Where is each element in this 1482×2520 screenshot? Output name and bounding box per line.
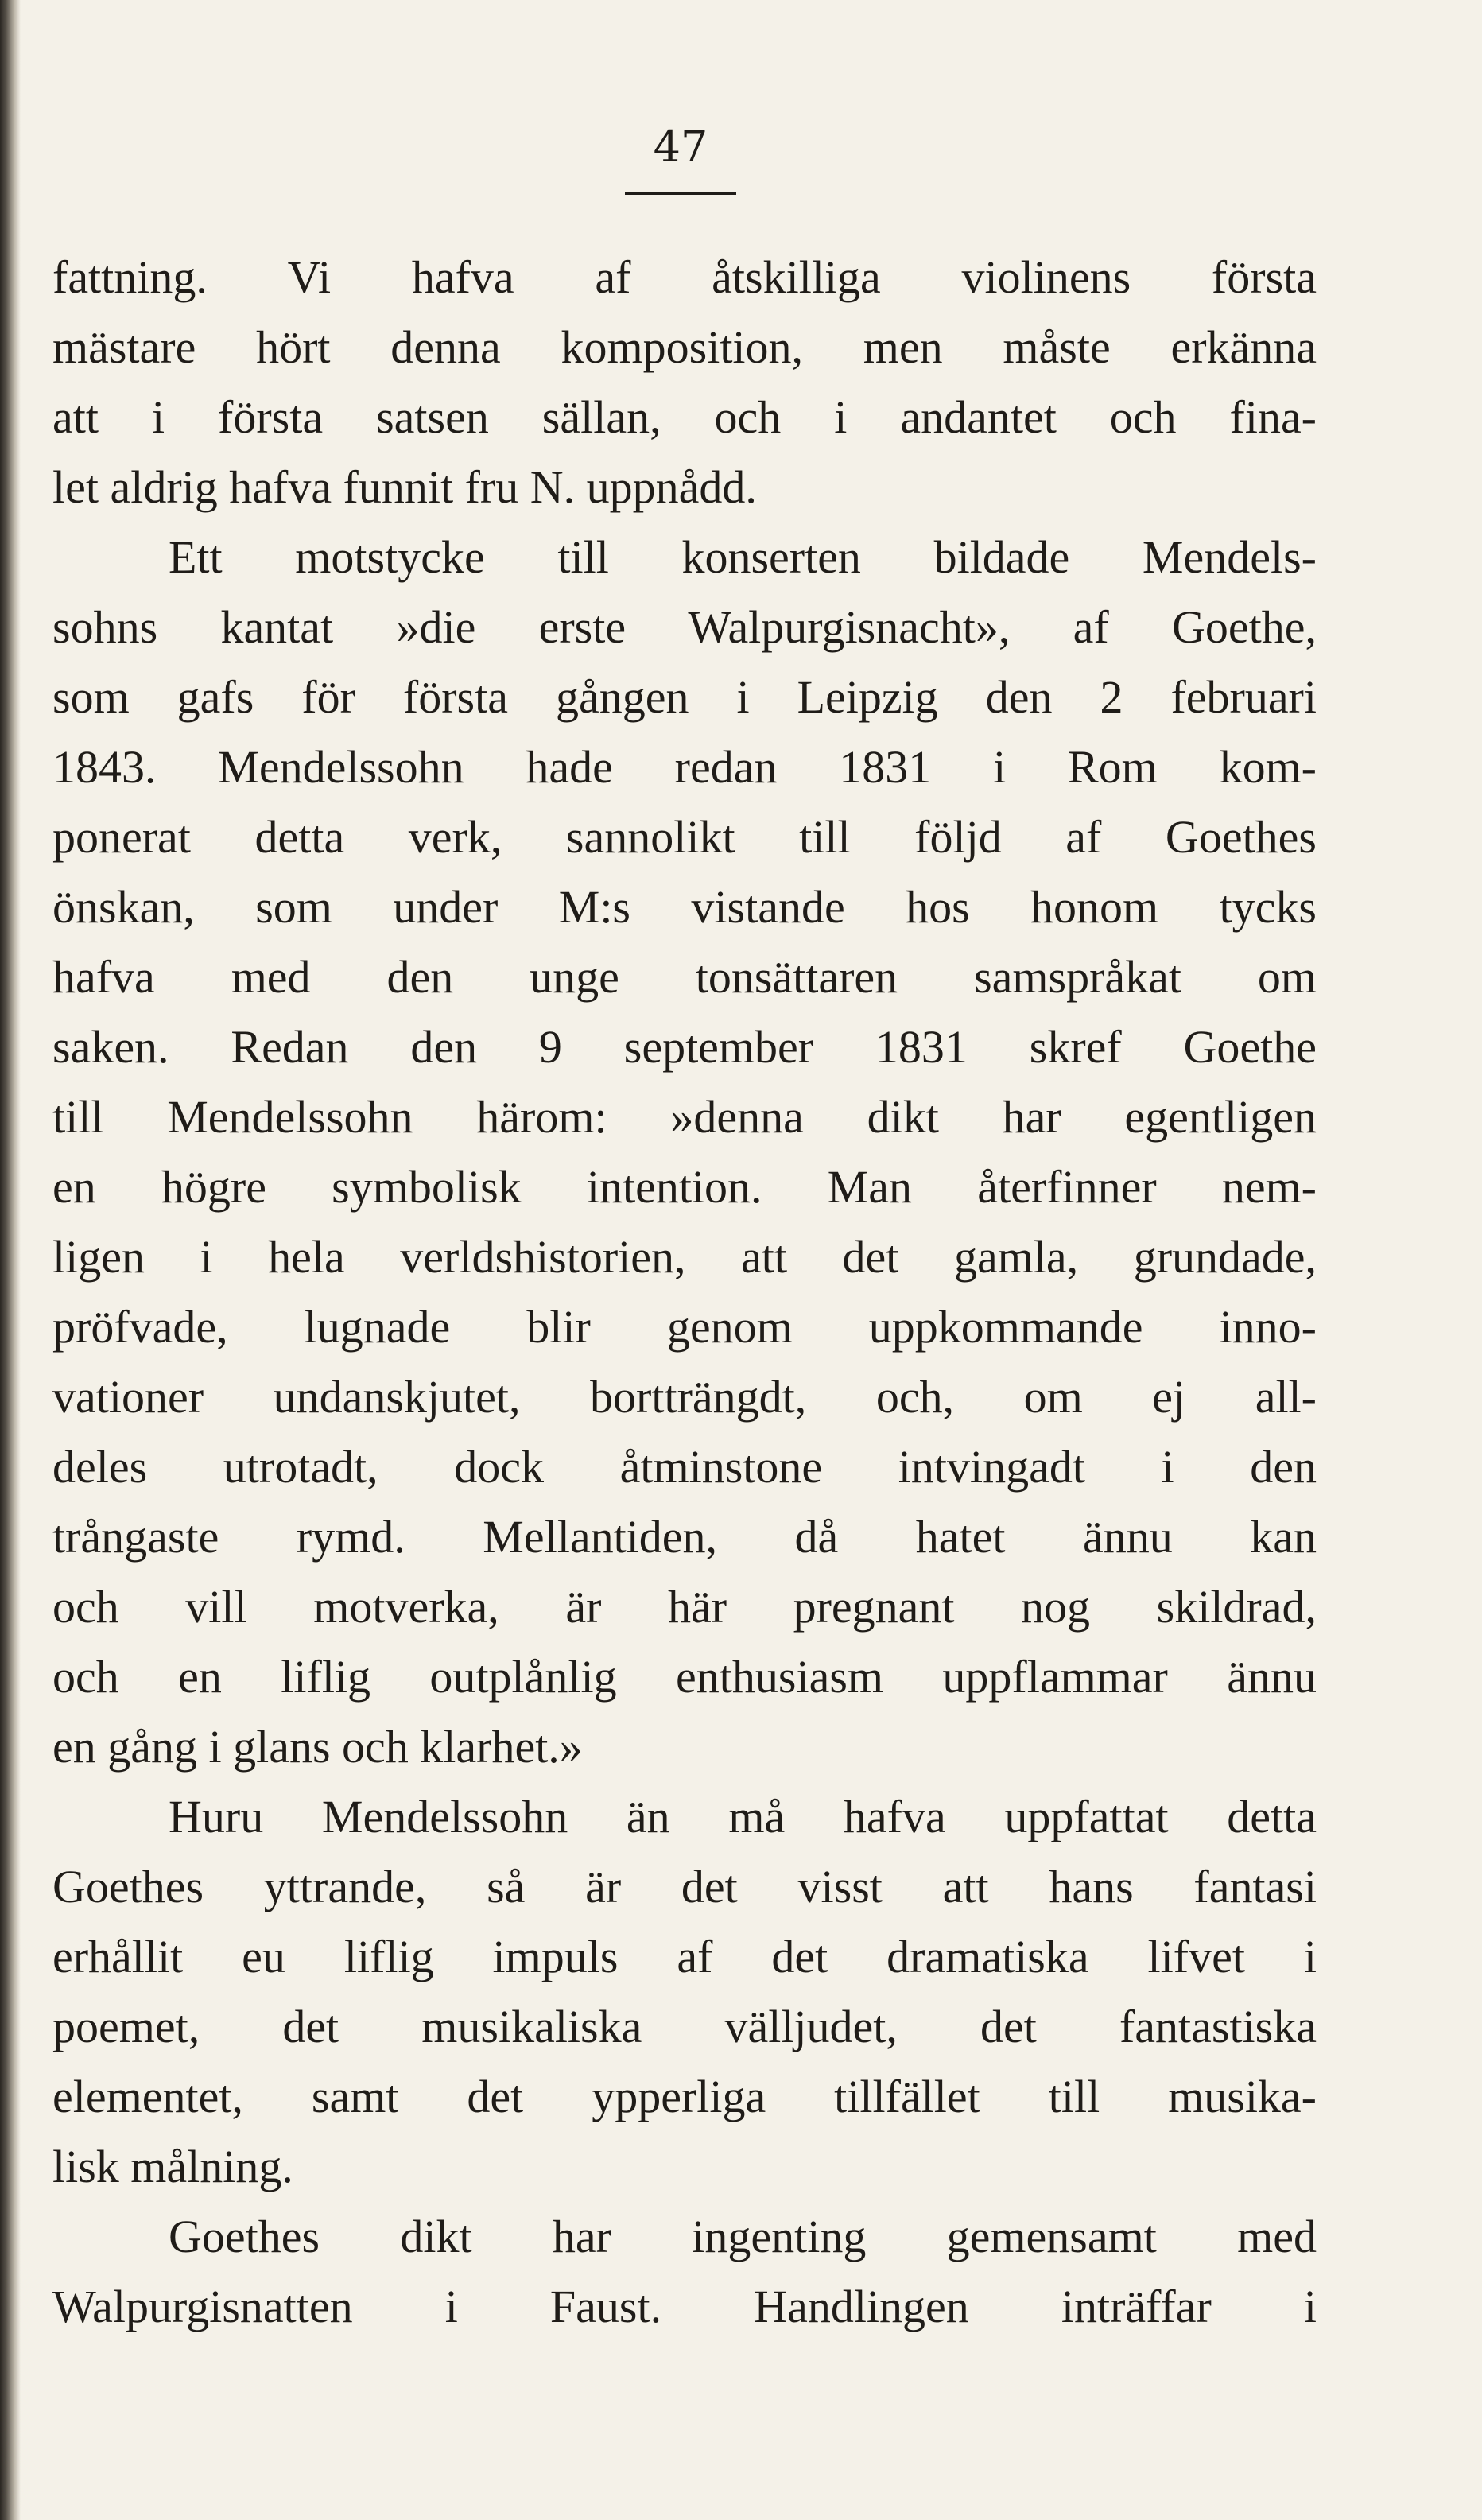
text-line: 1843. Mendelssohn hade redan 1831 i Rom kom- xyxy=(52,741,1317,793)
text-line: ponerat detta verk, sannolikt till följd af Goethes xyxy=(52,811,1317,863)
page-number: 47 xyxy=(653,122,708,172)
text-line: Goethes yttrande, så är det visst att hans fantasi xyxy=(52,1861,1317,1912)
text-line: poemet, det musikaliska välljudet, det fantastiska xyxy=(52,2001,1317,2052)
text-line: Goethes dikt har ingenting gemensamt med xyxy=(169,2211,1317,2262)
text-line: önskan, som under M:s vistande hos honom tycks xyxy=(52,881,1317,933)
body-text xyxy=(52,243,1317,2342)
text-line: sohns kantat »die erste Walpurgisnacht», af Goethe, xyxy=(52,601,1317,653)
text-line: och vill motverka, är här pregnant nog skildrad, xyxy=(52,1581,1317,1633)
text-line: deles utrotadt, dock åtminstone intvingadt i den xyxy=(52,1441,1317,1493)
text-line: Ett motstycke till konserten bildade Mendels- xyxy=(169,531,1317,583)
text-line: elementet, samt det ypperliga tillfället till musika- xyxy=(52,2071,1317,2122)
text-line: saken. Redan den 9 september 1831 skref Goethe xyxy=(52,1021,1317,1073)
text-line: trångaste rymd. Mellantiden, då hatet ännu kan xyxy=(52,1511,1317,1563)
page-number-rule xyxy=(625,192,736,195)
text-line: pröfvade, lugnade blir genom uppkommande inno- xyxy=(52,1301,1317,1353)
text-line: en gång i glans och klarhet.» xyxy=(52,1721,583,1773)
text-line: lisk målning. xyxy=(52,2141,293,2192)
text-line: fattning. Vi hafva af åtskilliga violinens första xyxy=(52,251,1317,303)
text-line: Huru Mendelssohn än må hafva uppfattat detta xyxy=(169,1791,1317,1842)
text-line: ligen i hela verldshistorien, att det gamla, grundade, xyxy=(52,1231,1317,1283)
text-line: vationer undanskjutet, bortträngdt, och, om ej all- xyxy=(52,1371,1317,1423)
text-line: mästare hört denna komposition, men måste erkänna xyxy=(52,321,1317,373)
text-line: och en liflig outplånlig enthusiasm uppflammar ännu xyxy=(52,1651,1317,1703)
text-line: Walpurgisnatten i Faust. Handlingen inträffar i xyxy=(52,2281,1317,2332)
text-line: till Mendelssohn härom: »denna dikt har egentligen xyxy=(52,1091,1317,1143)
text-line: let aldrig hafva funnit fru N. uppnådd. xyxy=(52,461,757,513)
text-line: en högre symbolisk intention. Man återfinner nem- xyxy=(52,1161,1317,1213)
book-binding-shadow xyxy=(0,0,21,2520)
text-line: att i första satsen sällan, och i andantet och fina- xyxy=(52,391,1317,443)
text-line: som gafs för första gången i Leipzig den 2 februari xyxy=(52,671,1317,723)
text-line: erhållit eu liflig impuls af det dramatiska lifvet i xyxy=(52,1931,1317,1982)
text-line: hafva med den unge tonsättaren samspråkat om xyxy=(52,951,1317,1003)
